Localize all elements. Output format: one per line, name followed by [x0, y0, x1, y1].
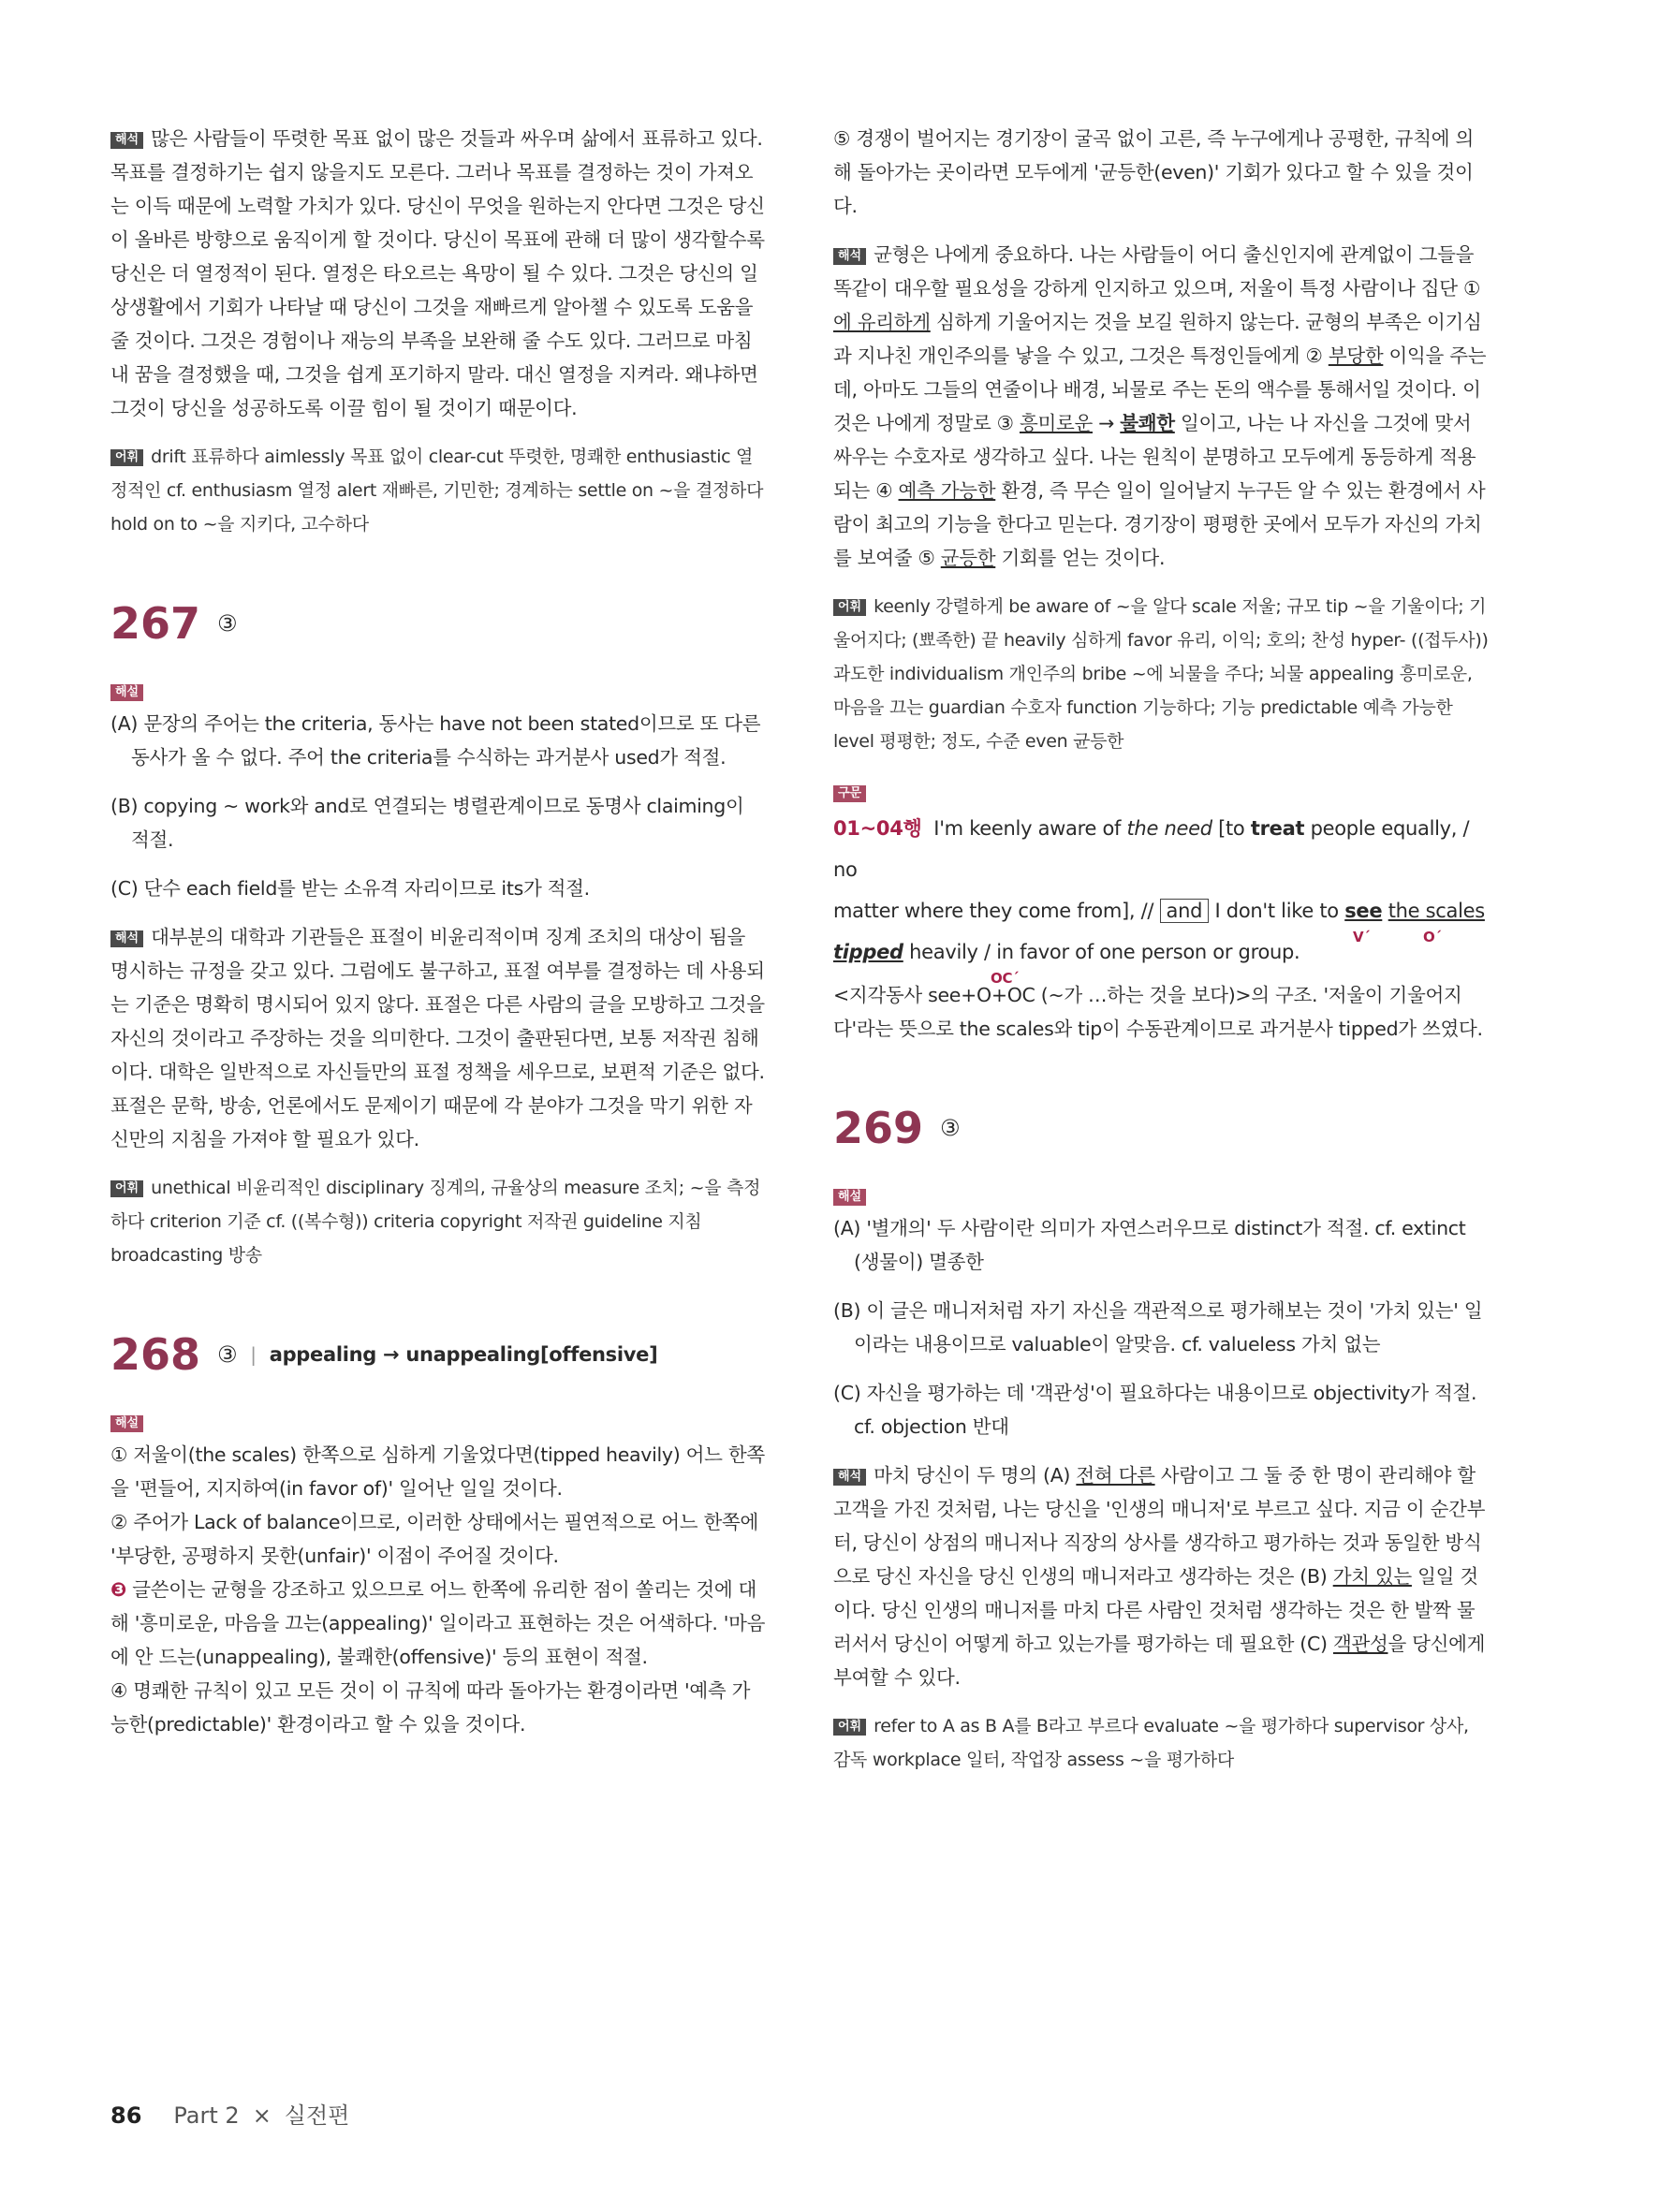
q268-item-5: ⑤ 경쟁이 벌어지는 경기장이 굴곡 없이 고른, 즉 누구에게나 공평한, 규칙에 의해 돌아가는 곳이라면 모두에게 '균등한(even)' 기회가 있다고 할 수 있을 것이다. — [833, 127, 1474, 217]
q268-heading: 268 ③ | appealing → unappealing[offensive] — [110, 1329, 658, 1380]
left-column — [110, 122, 766, 1756]
q269-explanation-tag: 해설 — [833, 1189, 866, 1206]
intro-translation: 해석 많은 사람들이 뚜렷한 목표 없이 많은 것들과 싸우며 삶에서 표류하고 있다. 목표를 결정하기는 쉽지 않을지도 모른다. 그러나 목표를 결정하는 것이 가져오는 이득 때문에 노력할 가치가 있다. 당신이 무엇을 원하는지 안다면 그것은 당신이 올바른 방향으로 움직이게 할 것이다. 당신이 목표에 관해 더 많이 생각할수록 당신은 더 열정적이 된다. 열정은 타오르는 욕망이 될 수 있다. 그것은 당신의 일상생활에서 기회가 나타날 때 당신이 그것을 재빠르게 알아챌 수 있도록 도움을 줄 것이다. 그것은 경험이나 재능의 부족을 보완해 줄 수도 있다. 그러므로 마침내 꿈을 결정했을 때, 그것을 쉽게 포기하지 말라. 대신 열정을 지켜라. 왜냐하면 그것이 당신을 성공하도록 이끌 힘이 될 것이기 때문이다. — [110, 127, 765, 419]
q269-answer: ③ — [940, 1115, 961, 1141]
q267-number: 267 — [110, 598, 201, 649]
oc-mark: OC´ — [991, 970, 1020, 987]
q267-explanation-tag: 해설 — [110, 684, 143, 701]
q268-item-3: ❸ 글쓴이는 균형을 강조하고 있으므로 어느 한쪽에 유리한 점이 쏠리는 것에 대해 '흥미로운, 마음을 끄는(appealing)' 일이라고 표현하는 것은 어색하다. '마음에 안 드는(unappealing), 불쾌한(offensive)' 등의 표현이 적절. — [110, 1578, 766, 1668]
q269-c: (C) 자신을 평가하는 데 '객관성'이 필요하다는 내용이므로 objectivity가 적절. cf. objection 반대 — [833, 1382, 1477, 1438]
q268-vocab: 어휘 keenly 강렬하게 be aware of ~을 알다 scale 저울; 규모 tip ~을 기울이다; 기울어지다; (뾰족한) 끝 heavily 심하게 favor 유리, 이익; 호의; 찬성 hyper- ((접두사)) 과도한 individualism 개인주의 bribe ~에 뇌물을 주다; 뇌물 appealing 흥미로운, 마음을 끄는 guardian 수호자 function 기능하다; 기능 predictable 예측 가능한 level 평평한; 정도, 수준 even 균등한 — [833, 596, 1489, 752]
footer-section: 실전편 — [284, 2102, 350, 2129]
intro-vocab: 어휘 drift 표류하다 aimlessly 목표 없이 clear-cut 뚜렷한, 명쾌한 enthusiastic 열정적인 cf. enthusiasm 열정 alert 재빠른, 기민한; 경계하는 settle on ~을 결정하다 hold on to ~을 지키다, 고수하다 — [110, 447, 764, 535]
tag-translation: 해석 — [110, 132, 143, 149]
and-box: and — [1160, 899, 1210, 923]
q269-a: (A) '별개의' 두 사람이란 의미가 자연스러우므로 distinct가 적절. cf. extinct (생물이) 멸종한 — [833, 1217, 1466, 1273]
structure-tag: 구문 — [833, 785, 866, 802]
q268-answer: ③ — [217, 1341, 238, 1368]
q269-translation: 해석 마치 당신이 두 명의 (A) 전혀 다른 사람이고 그 둘 중 한 명이 관리해야 할 고객을 가진 것처럼, 나는 당신을 '인생의 매니저'로 부르고 싶다. 지금 이 순간부터, 당신이 상점의 매니저나 직장의 상사를 생각하고 평가하는 것과 동일한 방식으로 당신 자신을 당신 인생의 매니저라고 생각하는 것은 (B) 가치 있는 일일 것이다. 당신 인생의 매니저를 마치 다른 사람인 것처럼 생각하는 것은 한 발짝 물러서서 당신이 어떻게 하고 있는가를 평가하는 데 필요한 (C) 객관성을 당신에게 부여할 수 있다. — [833, 1464, 1486, 1689]
q268-item-2: ② 주어가 Lack of balance이므로, 이러한 상태에서는 필연적으로 어느 한쪽에 '부당한, 공평하지 못한(unfair)' 이점이 주어질 것이다. — [110, 1511, 759, 1567]
v-mark: V´ — [1353, 929, 1371, 945]
q269-vocab: 어휘 refer to A as B A를 B라고 부르다 evaluate ~을 평가하다 supervisor 상사, 감독 workplace 일터, 작업장 assess ~을 평가하다 — [833, 1716, 1469, 1770]
page-footer: 86 Part 2 × 실전편 — [110, 2102, 350, 2129]
q267-vocab: 어휘 unethical 비윤리적인 disciplinary 징계의, 규율상의 measure 조치; ~을 측정하다 criterion 기준 cf. ((복수형)) criteria copyright 저작권 guideline 지침 broadcasting 방송 — [110, 1178, 761, 1266]
structure-line-3: tipped heavily / in favor of one person or group. OC´ — [833, 931, 1489, 973]
q267-answer: ③ — [217, 610, 238, 637]
structure-line-2: matter where they come from], // and I don't like to see the scales V´ O´ — [833, 890, 1489, 931]
q268-note: appealing → unappealing[offensive] — [269, 1343, 658, 1366]
q268-number: 268 — [110, 1329, 201, 1380]
q267-c: (C) 단수 each field를 받는 소유격 자리이므로 its가 적절. — [110, 877, 590, 900]
structure-note: <지각동사 see+O+OC (~가 …하는 것을 보다)>의 구조. '저울이 기울어지다'라는 뜻으로 the scales와 tip이 수동관계이므로 과거분사 tipped가 쓰였다. — [833, 984, 1483, 1040]
q268-item-4: ④ 명쾌한 규칙이 있고 모든 것이 이 규칙에 따라 돌아가는 환경이라면 '예측 가능한(predictable)' 환경이라고 할 수 있을 것이다. — [110, 1679, 751, 1736]
q269-heading — [833, 1100, 1489, 1156]
structure-block — [833, 808, 1489, 987]
q268-item-1: ① 저울이(the scales) 한쪽으로 심하게 기울었다면(tipped heavily) 어느 한쪽을 '편들어, 지지하여(in favor of)' 일어난 일일 것이다. — [110, 1443, 765, 1500]
tag-vocab: 어휘 — [110, 449, 143, 466]
q267-translation: 해석 대부분의 대학과 기관들은 표절이 비윤리적이며 징계 조치의 대상이 됨을 명시하는 규정을 갖고 있다. 그럼에도 불구하고, 표절 여부를 결정하는 데 사용되는 기준은 명확히 명시되어 있지 않다. 표절은 다른 사람의 글을 모방하고 그것을 자신의 것이라고 주장하는 것을 의미한다. 그것이 출판된다면, 보통 저작권 침해이다. 대학은 일반적으로 자신들만의 표절 정책을 세우므로, 보편적 기준은 없다. 표절은 문학, 방송, 언론에서도 문제이기 때문에 각 분야가 그것을 막기 위한 자신만의 지침을 가져야 할 필요가 있다. — [110, 926, 765, 1150]
o-mark: O´ — [1423, 929, 1442, 945]
page-number: 86 — [110, 2102, 142, 2129]
q267-b: (B) copying ~ work와 and로 연결되는 병렬관계이므로 동명사 claiming이 적절. — [110, 795, 744, 851]
footer-part: Part 2 — [173, 2102, 240, 2129]
q269-b: (B) 이 글은 매니저처럼 자기 자신을 객관적으로 평가해보는 것이 '가치 있는' 일이라는 내용이므로 valuable이 알맞음. cf. valueless 가치 없는 — [833, 1299, 1483, 1355]
q268-translation: 해석 균형은 나에게 중요하다. 나는 사람들이 어디 출신인지에 관계없이 그들을 똑같이 대우할 필요성을 강하게 인지하고 있으며, 저울이 특정 사람이나 집단 ① 에 유리하게 심하게 기울어지는 것을 보길 원하지 않는다. 균형의 부족은 이기심과 지나친 개인주의를 낳을 수 있고, 그것은 특정인들에게 ② 부당한 이익을 주는데, 아마도 그들의 연줄이나 배경, 뇌물로 주는 돈의 액수를 통해서일 것이다. 이것은 나에게 정말로 ③ 흥미로운 → 불쾌한 일이고, 나는 나 자신을 그것에 맞서 싸우는 수호자로 생각하고 싶다. 나는 원칙이 분명하고 모두에게 동등하게 적용되는 ④ 예측 가능한 환경, 즉 무슨 일이 일어날지 누구든 알 수 있는 환경에서 사람이 최고의 기능을 한다고 믿는다. 경기장이 평평한 곳에서 모두가 자신의 가치를 보여줄 ⑤ 균등한 기회를 얻는 것이다. — [833, 243, 1487, 569]
q269-number: 269 — [833, 1103, 924, 1153]
q267-a: (A) 문장의 주어는 the criteria, 동사는 have not been stated이므로 또 다른 동사가 올 수 없다. 주어 the criteria를 수식하는 과거분사 used가 적절. — [110, 712, 761, 769]
q268-explanation-tag: 해설 — [110, 1415, 143, 1432]
structure-line-1: 01~04행 I'm keenly aware of the need [to treat people equally, / no — [833, 817, 1470, 881]
right-column — [833, 122, 1489, 1792]
q267-heading — [110, 595, 766, 652]
